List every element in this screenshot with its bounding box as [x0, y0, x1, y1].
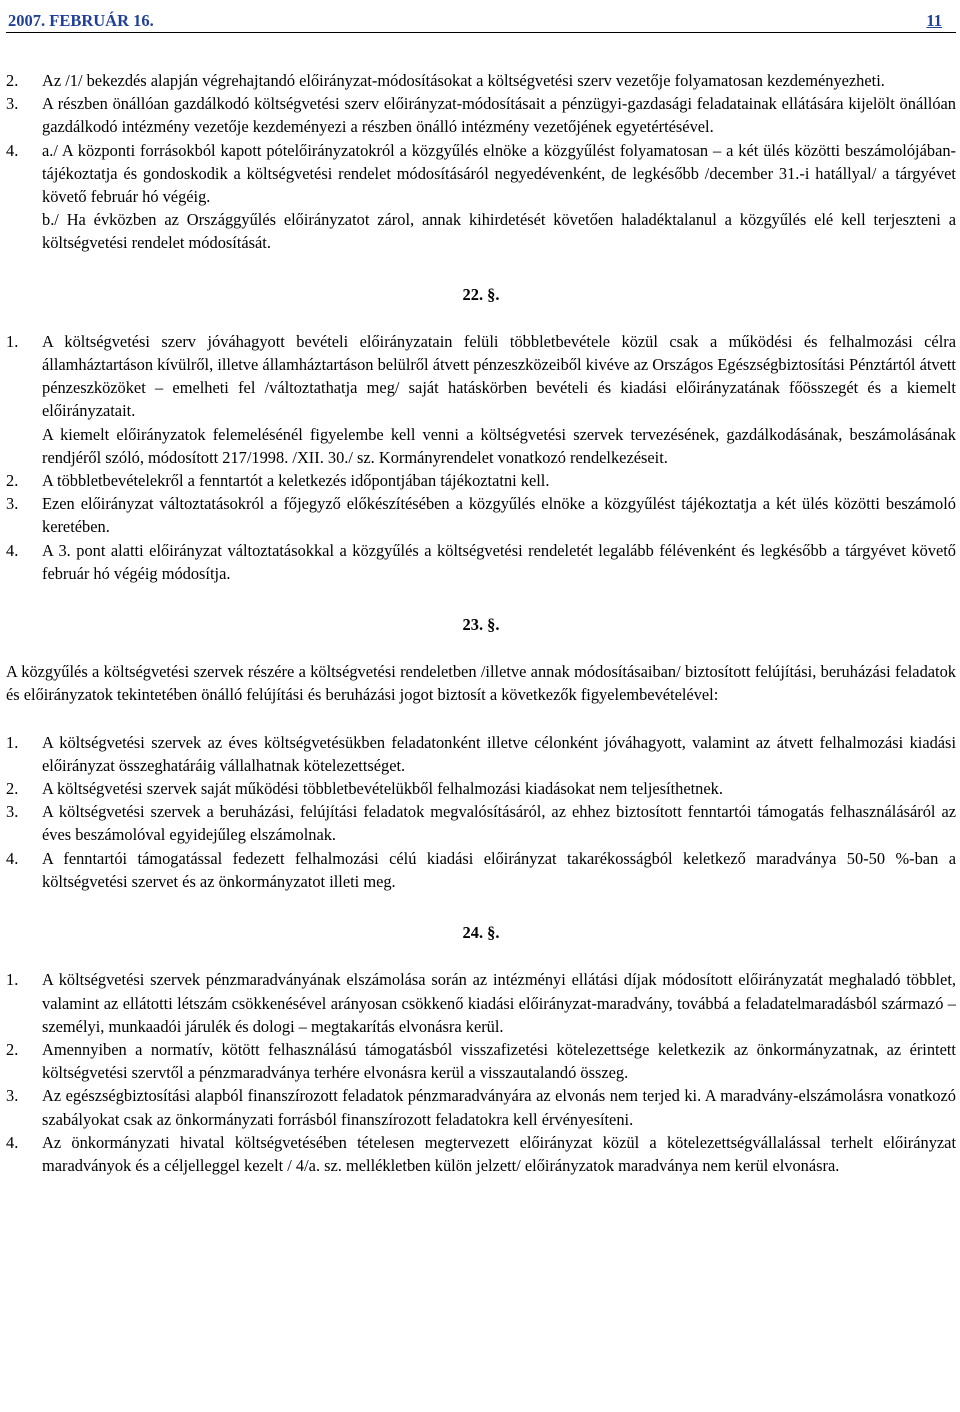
page-header [6, 4, 956, 33]
item-text: A költségvetési szervek saját működési többletbevételükből felhalmozási kiadásokat nem teljesíthetnek. [42, 779, 723, 799]
item-number: 3. [6, 802, 19, 822]
item-number: 4. [6, 1132, 19, 1152]
item-number: 4. [6, 140, 19, 160]
list-item [6, 423, 956, 469]
header-date: 2007. FEBRUÁR 16. [8, 11, 154, 30]
list-item [6, 492, 956, 538]
list-item [6, 800, 956, 846]
item-text: A többletbevételekről a fenntartót a keletkezés időpontjában tájékoztatni kell. [42, 471, 550, 491]
list-item [6, 731, 956, 777]
item-number: 2. [6, 71, 19, 90]
item-text: Az /1/ bekezdés alapján végrehajtandó előirányzat-módosításokat a költségvetési szerv vezetője folyamatosan kezdeményezheti. [42, 71, 885, 90]
item-number: 2. [6, 1039, 19, 1059]
item-number: 2. [6, 779, 19, 799]
list-item [6, 847, 956, 893]
item-number: 1. [6, 970, 19, 990]
item-text: A 3. pont alatti előirányzat változtatásokkal a közgyűlés a költségvetési rendeletét legalább félévenként és legkésőbb a tárgyévet követő február hó végéig módosítja. [42, 540, 956, 583]
list-item [6, 1131, 956, 1177]
section-heading: 24. §. [462, 923, 500, 943]
item-text: a./ A központi forrásokból kapott pótelőirányzatokról a közgyűlés elnöke a közgyűlést folyamatosan – a két ülés közötti beszámolójában- tájékoztatja és gondoskodik a költségvetési rendelet módosításáról negyedévenként, de legkésőbb /december 31.-i hatállyal/ a tárgyévet követő február hó végéig. [42, 140, 956, 207]
list-item [6, 92, 956, 138]
item-number: 4. [6, 540, 19, 560]
list-item [6, 968, 956, 1038]
item-number: 4. [6, 848, 19, 868]
item-number: 3. [6, 494, 19, 514]
item-text: Az önkormányzati hivatal költségvetésében tételesen megtervezett előirányzat közül a kötelezettségvállalással terhelt előirányzat maradványok és a céljelleggel kezelt / 4/a. sz. mellékletben külön jelzett/ előirányzatok maradványa nem kerül elvonásra. [42, 1132, 956, 1175]
item-number [6, 423, 42, 469]
item-text: A fenntartói támogatással fedezett felhalmozási célú kiadási előirányzat takarékosságból keletkező maradványa 50-50 %-ban a költségvetési szervet és az önkormányzatot illeti meg. [42, 848, 956, 891]
item-number: 3. [6, 1086, 19, 1106]
item-text: A költségvetési szervek az éves költségvetésükben feladatonként illetve célonként jóváhagyott, valamint az átvett felhalmozási kiadási előirányzat összeghatáráig vállalhatnak kötelezettséget. [42, 732, 956, 775]
document-body [6, 33, 956, 1177]
item-text: A költségvetési szerv jóváhagyott bevételi előirányzatain felüli többletbevétele közül csak a működési és felhalmozási célra államháztartáson kívülről, illetve államháztartáson belülről átvett pénzeszközeiből kivéve az Országos Egészségbiztosítási Pénztártól átvett pénzeszközöket – emelheti fel /változtathatja meg/ saját hatáskörben bevételi és kiadási előirányzatának főösszegét és a kiemelt előirányzatait. [42, 331, 956, 421]
list-item [6, 69, 956, 92]
item-number: 1. [6, 732, 19, 752]
section-intro: A közgyűlés a költségvetési szervek részére a költségvetési rendeletben /illetve annak módosításaiban/ biztosított felújítási, beruházási feladatok és előirányzatok tekintetében önálló felújítási és beruházási jogot biztosít a következők figyelembevételével: [6, 662, 956, 705]
item-number: 3. [6, 94, 19, 114]
document-page [0, 4, 960, 1412]
page-number: 11 [926, 11, 942, 30]
list-item [6, 1038, 956, 1084]
list-item [6, 139, 956, 209]
item-text: A kiemelt előirányzatok felemelésénél figyelembe kell venni a költségvetési szervek tervezésének, gazdálkodásának, beszámolásának rendjéről szóló, módosított 217/1998. /XII. 30./ sz. Kormányrendelet vonatkozó rendelkezéseit. [42, 424, 956, 467]
section-heading: 22. §. [462, 284, 500, 304]
item-text: A részben önállóan gazdálkodó költségvetési szerv előirányzat-módosításait a pénzügyi-gazdasági feladatainak ellátására kijelölt önállóan gazdálkodó intézmény vezetője kezdeményezi a részben önálló intézmény vezetőjének egyetértésével. [42, 94, 956, 137]
list-item [6, 1084, 956, 1130]
item-text: Amennyiben a normatív, kötött felhasználású támogatásból visszafizetési kötelezettsége keletkezik az önkormányzatnak, az érintett költségvetési szervtől a pénzmaradványa terhére elvonásra kerül a visszautalandó összeg. [42, 1039, 956, 1083]
section-heading: 23. §. [462, 615, 500, 635]
list-item [6, 469, 956, 492]
item-number: 1. [6, 331, 19, 351]
item-text: Ezen előirányzat változtatásokról a főjegyző előkészítésében a közgyűlés elnöke a közgyűlést tájékoztatja a két ülés közötti beszámoló keretében. [42, 494, 956, 537]
list-item [6, 330, 956, 423]
list-item [6, 539, 956, 585]
item-number: 2. [6, 471, 19, 491]
item-text: Az egészségbiztosítási alapból finanszírozott feladatok pénzmaradványára az elvonás nem terjed ki. A maradvány-elszámolásra vonatkozó szabályokat csak az önkormányzati forrásból finanszírozott feladatokra kell érvényesíteni. [42, 1086, 956, 1129]
item-text: A költségvetési szervek a beruházási, felújítási feladatok megvalósításáról, az ehhez biztosított fenntartói támogatás felhasználásáról az éves beszámolóval egyidejűleg elszámolnak. [42, 802, 956, 845]
item-text: A költségvetési szervek pénzmaradványának elszámolása során az intézményi ellátási díjak módosított előirányzatát meghaladó többlet, valamint az ellátotti létszám csökkenésével arányosan csökkenő kiadási előirányzat-maradvány, továbbá a feladatelmaradásból származó – személyi, munkaadói járulék és dologi – megtakarítás elvonásra kerül. [42, 970, 956, 1036]
sub-paragraph-b: b./ Ha évközben az Országgyűlés előirányzatot zárol, annak kihirdetését követően haladéktalanul a közgyűlés elé kell terjeszteni a költségvetési rendelet módosítását. [42, 210, 956, 253]
list-item [6, 777, 956, 800]
